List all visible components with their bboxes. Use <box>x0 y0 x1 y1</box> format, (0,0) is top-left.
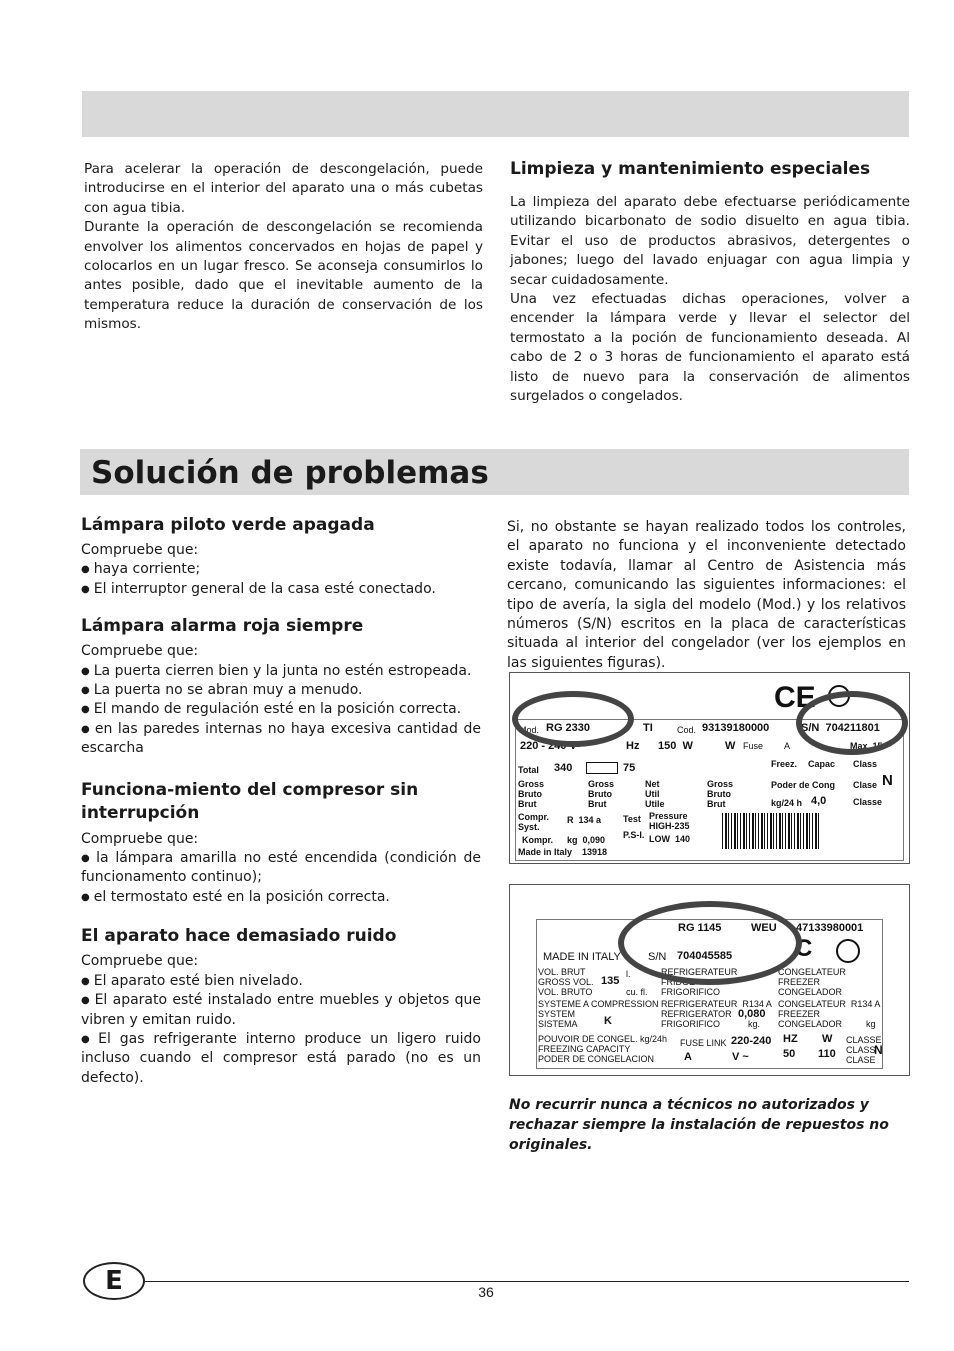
problem-list <box>81 514 481 1088</box>
list-item: ● El aparato esté instalado entre muebles y objetos que vibren y emitan ruido. <box>81 991 481 1030</box>
check-intro: Compruebe que: <box>81 953 199 970</box>
problem-item <box>81 615 481 758</box>
cleaning-section <box>510 158 910 406</box>
serial-highlight-circle <box>796 691 908 755</box>
check-intro: Compruebe que: <box>81 830 199 847</box>
list-item: ● La puerta no se abran muy a menudo. <box>81 681 481 700</box>
paragraph: Para acelerar la operación de descongelación, puede introducirse en el interior del aparato una o más cubetas con agua tibia. <box>84 161 483 216</box>
check-list <box>81 972 481 1088</box>
star-rating-icon <box>586 762 618 774</box>
problem-item <box>81 514 481 599</box>
serial-highlight-circle <box>618 901 802 985</box>
list-item: ● el termostato esté en la posición correcta. <box>81 888 481 907</box>
list-item: ● en las paredes internas no haya excesiva cantidad de escarcha <box>81 720 481 759</box>
section-heading: Limpieza y mantenimiento especiales <box>510 159 871 179</box>
header-bar <box>82 91 909 137</box>
rating-plate-2: RG 1145 WEU 47133980001 MADE IN ITALY S/N 704045585 C VOL. BRUT GROSS VOL. VOL. BRUTO 135 cu. fl. l. REFRIGERATEUR FRIDGE FRIGORIFICO CONGELATEUR FREEZER CONGELADOR SYSTEME A COMPRESSION SYSTEM SISTEMA K REFRIGERATEUR R134 A REFRIGERATOR FRIGORIFICO 0,080 kg. CONGELATEUR R134 A FREEZER CONGELADOR kg POUVOIR DE CONGEL. kg/24h FREEZING CAPACITY PODER DE CONGELACION FUSE LINK A 220-240 V ~ HZ 50 W 110 CLASSE CLASS CLASE N <box>509 884 910 1076</box>
page-number: 36 <box>478 1284 494 1300</box>
rating-plate-1: CE Mod. RG 2330 TI Cod. 93139180000 S/N 704211801 220 - 240 V- Hz 150 W W Fuse A Max 15 Total 340 75 Freez. Capac Class Gross Bruto Brut Gross Bruto Brut Net Util Utile Gross Bruto Brut Poder de Cong Clase N kg/24 h 4,0 Classe Compr. Syst. R 134 a Test Pressure HIGH-235 Kompr. kg 0,090 P.S-I. LOW 140 Made in Italy 13918 <box>509 672 910 864</box>
problem-item <box>81 779 481 908</box>
plate-serial: S/N 704211801 <box>801 722 880 734</box>
footer-rule <box>145 1281 909 1282</box>
list-item: ● La puerta cierren bien y la junta no estén estropeada. <box>81 662 481 681</box>
page-title: Solución de problemas <box>91 455 489 491</box>
approval-mark-icon <box>836 939 860 963</box>
check-list <box>81 849 481 907</box>
problem-heading: Funciona-miento del compresor sin interrupción <box>81 779 419 823</box>
check-intro: Compruebe que: <box>81 643 199 660</box>
list-item: ● haya corriente; <box>81 560 481 579</box>
warning-note: No recurrir nunca a técnicos no autorizados y rechazar siempre la instalación de repuestos no originales. <box>509 1097 889 1153</box>
model-highlight-circle <box>512 691 634 747</box>
barcode-icon <box>722 813 820 849</box>
problem-heading: El aparato hace demasiado ruido <box>81 926 397 947</box>
check-list <box>81 560 481 599</box>
check-list <box>81 662 481 759</box>
defrost-text <box>84 160 483 335</box>
ce-mark-icon: CE <box>774 681 816 714</box>
plate-model: RG 1145 <box>678 922 722 934</box>
language-badge: E <box>83 1262 145 1300</box>
plate-serial: 704045585 <box>677 950 733 962</box>
list-item: ● la lámpara amarilla no esté encendida (condición de funcionamento continuo); <box>81 849 481 888</box>
list-item: ● El interruptor general de la casa esté conectado. <box>81 580 481 599</box>
list-item: ● El gas refrigerante interno produce un ligero ruido incluso cuando el compresor está parado (no es un defecto). <box>81 1030 481 1088</box>
list-item: ● El mando de regulación esté en la posición correcta. <box>81 700 481 719</box>
ce-mark-icon: C <box>795 935 813 962</box>
problem-heading: Lámpara alarma roja siempre <box>81 616 364 637</box>
check-intro: Compruebe que: <box>81 542 199 558</box>
paragraph: La limpieza del aparato debe efectuarse periódicamente utilizando bicarbonato de sodio disuelto en agua tibia. Evitar el uso de productos abrasivos, detergentes o jabones; luego del lavado enjuagar con agua limpia y secar cuidadosamente. <box>510 194 910 288</box>
paragraph: Durante la operación de descongelación se recomienda envolver los alimentos concervados en hojas de papel y colocarlos en un lugar fresco. Se aconseja consumirlos lo antes posible, dado que el inevitable aumento de la temperatura reduce la duración de conservación de los mismos. <box>84 219 483 333</box>
list-item: ● El aparato esté bien nivelado. <box>81 972 481 991</box>
service-instructions: Si, no obstante se hayan realizado todos los controles, el aparato no funciona y el inconveniente detectado existe todavía, llamar al Centro de Asistencia más cercano, comunicando las siguientes informaciones: el tipo de avería, la sigla del modelo (Mod.) y los relativos números (S/N) escritos en la placa de características situada al interior del congelador (ver los ejemplos en las siguientes figuras). <box>507 519 906 671</box>
problem-item <box>81 925 481 1088</box>
paragraph: Una vez efectuadas dichas operaciones, volver a encender la lámpara verde y llevar el selector del termostato a la poción de funcionamiento deseada. Al cabo de 2 o 3 horas de funcionamiento el aparato está listo de nuevo para la conservación de alimentos surgelados o congelados. <box>510 291 910 405</box>
plate-model: RG 2330 <box>546 722 591 734</box>
problem-heading: Lámpara piloto verde apagada <box>81 515 375 535</box>
